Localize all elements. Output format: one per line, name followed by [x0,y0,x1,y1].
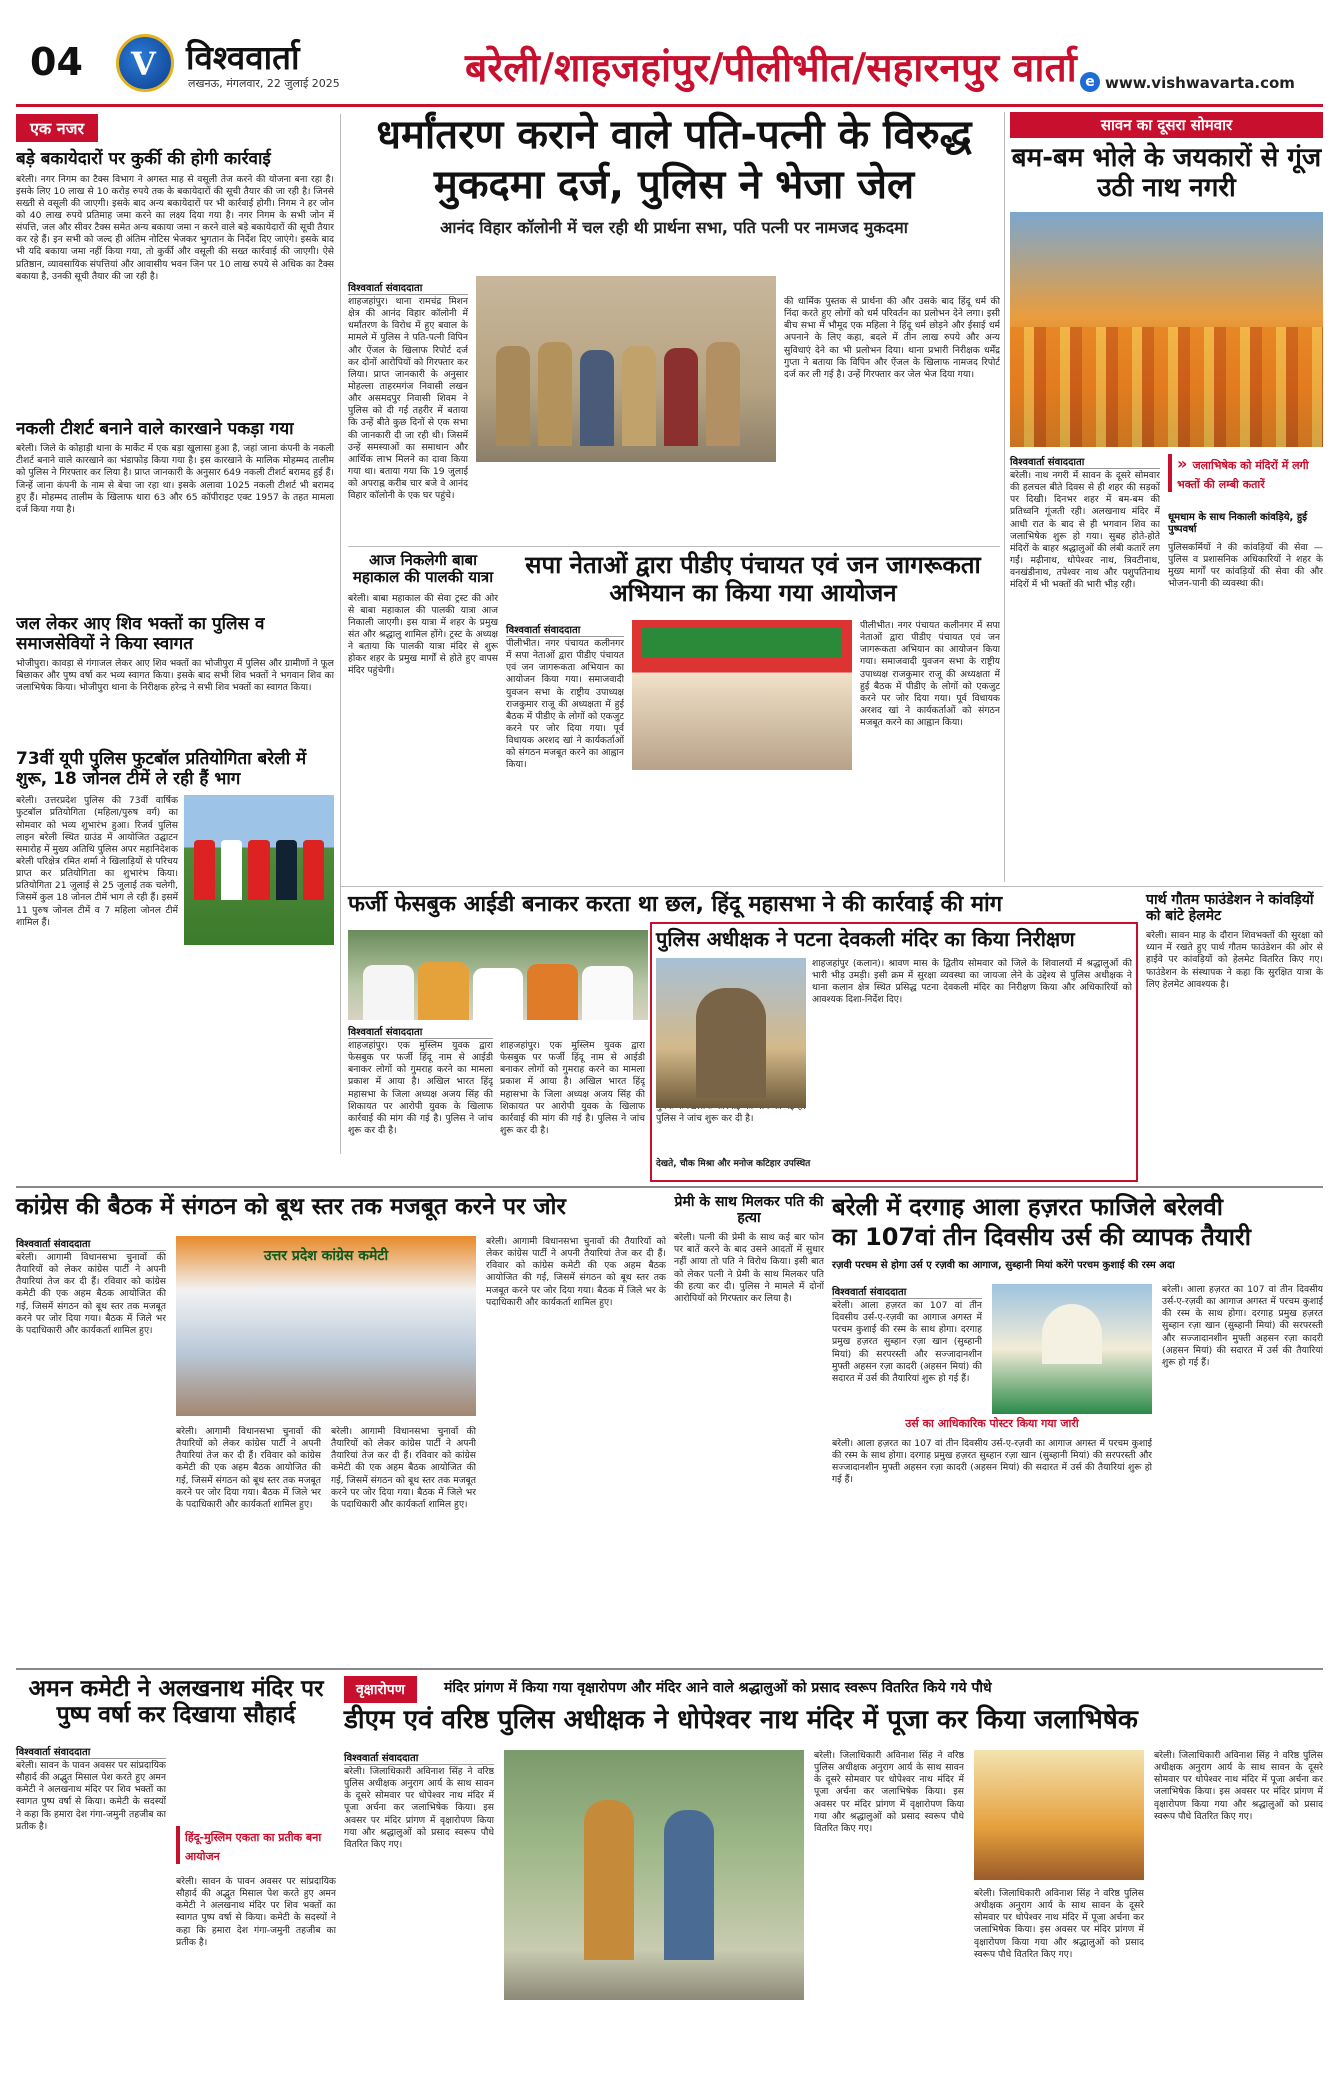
savan-byline: विश्ववार्ता संवाददाता [1010,454,1160,469]
urs-headline-2: का 107वां तीन दिवसीय उर्स की व्यापक तैयारी [832,1222,1251,1251]
football-photo [184,795,334,945]
fake-id-text-cont-2: पुलिस ने जांच शुरू कर दी है। [656,1112,754,1124]
vriksha-text-cont: बरेली। जिलाधिकारी अविनाश सिंह ने वरिष्ठ पुलिस अधीक्षक अनुराग आर्य के साथ सावन के दूसरे सोमवार पर धोपेश्वर नाथ मंदिर में पूजा अर्चना कर जलाभिषेक किया। इस अवसर पर मंदिर प्रांगण में वृक्षारोपण किया गया और श्रद्धालुओं को प्रसाद स्वरूप पौधे वितरित किए गए। [814,1750,964,1834]
vriksha-byline: विश्ववार्ता संवाददाता [344,1750,494,1765]
edition-title: बरेली/शाहजहांपुर/पीलीभीत/सहारनपुर वार्ता [465,46,1077,91]
urs-text-2: बरेली। आला हज़रत का 107 वां तीन दिवसीय उर्स-ए-रज़वी का आगाज अगस्त में परचम कुशाई की रस्म के साथ होगा। दरगाह प्रमुख हज़रत सुब्हान रज़ा खान (सुब्हानी मियां) की सरपरस्ती और सज्जादानशीन मुफ्ती अहसन रज़ा कादरी (अहसन मियां) की सदारत में उर्स की तैयारियां शुरू हो गई हैं। [832,1438,1152,1486]
savan-text-2: पुलिसकर्मियों ने की कांवड़ियों की सेवा — पुलिस व प्रशासनिक अधिकारियों ने शहर के मुख्य मार्गों पर कांवड़ियों की सेवा की और भोजन-पानी की व्यवस्था की। [1168,542,1323,590]
fake-id-text-cont: शाहजहांपुर। एक मुस्लिम युवक द्वारा फेसबुक पर फर्जी हिंदू नाम से आईडी बनाकर लोगों को गुमराह करने का मामला प्रकाश में आया है। अखिल भारत हिंदू महासभा के जिला अध्यक्ष अजय सिंह की शिकायत पर आरोपी युवक के खिलाफ कार्रवाई की मांग की गई है। पुलिस ने जांच शुरू कर दी है। [500,1040,645,1136]
masthead-rule [16,104,1323,107]
urs-subhead: रज़वी परचम से होगा उर्स ए रज़वी का आगाज, सुब्हानी मियां करेंगे परचम कुशाई की रस्म अदा [832,1260,1175,1272]
congress-banner: उत्तर प्रदेश कांग्रेस कमेटी [263,1248,389,1264]
ek-nazar-text-2: बरेली। जिले के कोहाड़ी थाना के मार्केट में एक बड़ा खुलासा हुआ है, जहां जाना कंपनी के नकली टीशर्ट बनाने वाले कारखाने का भंडाफोड़ किया गया है। इस कारखाने के मालिक मोहम्मद तालीम को पुलिस ने गिरफ्तार कर लिया है। प्राप्त जानकारी के अनुसार 649 नकली टीशर्ट बरामद हुई हैं। जिन्हें जाना कंपनी के नाम से बेचा जा रहा था। इसके अलावा 1025 नकली टीशर्ट भी बरामद हुए हैं। मोहम्मद तालीम के खिलाफ धारा 63 और 65 कॉपीराइट एक्ट 1957 के तहत मामला दर्ज किया गया है। [16,443,334,515]
fake-id-photo [348,930,648,1020]
congress-text-cont-3: बरेली। आगामी विधानसभा चुनावों की तैयारियों को लेकर कांग्रेस पार्टी ने अपनी तैयारियां तेज कर दी हैं। रविवार को कांग्रेस कमेटी की एक अहम बैठक आयोजित की गई, जिसमें संगठन को बूथ स्तर तक मजबूत करने पर जोर दिया गया। बैठक में जिले भर के पदाधिकारी और कार्यकर्ता शामिल हुए। [486,1236,666,1308]
fake-id-headline: फर्जी फेसबुक आईडी बनाकर करता था छल, हिंदू महासभा ने की कार्रवाई की मांग [348,892,1003,917]
congress-headline: कांग्रेस की बैठक में संगठन को बूथ स्तर तक मजबूत करने पर जोर [16,1194,566,1220]
ek-nazar-text-4: बरेली। उत्तरप्रदेश पुलिस की 73वीं वार्षिक फुटबॉल प्रतियोगिता (महिला/पुरुष वर्ग) का सोमवार को भव्य शुभारंभ हुआ। रिजर्व पुलिस लाइन बरेली स्थित ग्राउंड में आयोजित उद्घाटन समारोह में मुख्य अतिथि पुलिस अपर महानिदेशक बरेली परिक्षेत्र रमित शर्मा ने खिलाड़ियों से परिचय प्राप्त कर प्रतियोगिता का शुभारंभ किया। प्रतियोगिता 21 जुलाई से 25 जुलाई तक चलेगी, जिसमें कुल 18 जोनल टीमें भाग ले रही हैं। इसमें 11 पुरुष जोनल टीमें व 7 महिला जोनल टीमें शामिल हैं। [16,795,178,928]
website-url[interactable]: www.vishwavarta.com [1105,74,1295,92]
parth-text: बरेली। सावन माह के दौरान शिवभक्तों की सुरक्षा को ध्यान में रखते हुए पार्थ गौतम फाउंडेशन की ओर से हाईवे पर कांवड़ियों को हेलमेट वितरित किए गए। फाउंडेशन के संस्थापक ने कहा कि सुरक्षित यात्रा के लिए हेलमेट आवश्यक है। [1146,930,1323,990]
vriksha-label: वृक्षारोपण [344,1676,417,1703]
ek-nazar-column [16,114,334,1154]
sapa-story [506,552,1000,882]
congress-meeting-photo [176,1236,476,1416]
ek-nazar-headline-4: 73वीं यूपी पुलिस फुटबॉल प्रतियोगिता बरेली में शुरू, 18 जोनल टीमें ले रही हैं भाग [16,749,307,789]
vriksha-story [344,1676,1323,2076]
urs-pull: उर्स का आधिकारिक पोस्टर किया गया जारी [905,1417,1079,1430]
quote-icon: » [1177,454,1188,473]
aman-byline: विश्ववार्ता संवाददाता [16,1744,166,1759]
page-number: 04 [30,40,83,84]
vriksha-strap: मंदिर प्रांगण में किया गया वृक्षारोपण और मंदिर आने वाले श्रद्धालुओं को प्रसाद स्वरूप वितरित किये गये पौधे [444,1680,992,1696]
lead-headline-line-1: धर्मांतरण कराने वाले पति-पत्नी के विरुद्ध [376,112,972,158]
lead-subhead: आनंद विहार कॉलोनी में चल रही थी प्रार्थना सभा, पति पत्नी पर नामजद मुकदमा [440,218,908,237]
aman-pull: हिंदू-मुस्लिम एकता का प्रतीक बना आयोजन [176,1826,336,1864]
urs-byline: विश्ववार्ता संवाददाता [832,1284,982,1299]
vriksha-photo [504,1750,804,2000]
parth-headline: पार्थ गौतम फाउंडेशन ने कांवड़ियों को बांटे हेलमेट [1146,892,1314,925]
urs-story [832,1194,1323,1664]
premi-headline: प्रेमी के साथ मिलकर पति की हत्या [674,1194,824,1227]
premi-text: बरेली। पत्नी की प्रेमी के साथ कई बार फोन पर बातें करने के बाद उसने आदतों में सुधार नहीं आया तो पति ने विरोध किया। इसी बात को लेकर पत्नी ने प्रेमी के साथ मिलकर पति की हत्या कर दी। पुलिस ने मामले में दोनों आरोपियों को गिरफ्तार कर लिया है। [674,1232,824,1304]
savan-label: सावन का दूसरा सोमवार [1010,112,1323,138]
lead-headline-line-2: मुकदमा दर्ज, पुलिस ने भेजा जेल [433,162,915,208]
patna-devkali-story [650,922,1138,1182]
congress-byline: विश्ववार्ता संवाददाता [16,1236,166,1251]
patna-devkali-caption: देखते, चौक मिश्रा और मनोज कटिहार उपस्थित [656,1159,811,1169]
congress-text-cont-2: बरेली। आगामी विधानसभा चुनावों की तैयारियों को लेकर कांग्रेस पार्टी ने अपनी तैयारियां तेज कर दी हैं। रविवार को कांग्रेस कमेटी की एक अहम बैठक आयोजित की गई, जिसमें संगठन को बूथ स्तर तक मजबूत करने पर जोर दिया गया। बैठक में जिले भर के पदाधिकारी और कार्यकर्ता शामिल हुए। [331,1426,476,1510]
vriksha-text-cont-3: बरेली। जिलाधिकारी अविनाश सिंह ने वरिष्ठ पुलिस अधीक्षक अनुराग आर्य के साथ सावन के दूसरे सोमवार पर धोपेश्वर नाथ मंदिर में पूजा अर्चना कर जलाभिषेक किया। इस अवसर पर मंदिर प्रांगण में वृक्षारोपण किया गया और श्रद्धालुओं को प्रसाद स्वरूप पौधे वितरित किए गए। [1154,1750,1323,1822]
lead-byline: विश्ववार्ता संवाददाता [348,280,468,295]
aman-headline: अमन कमेटी ने अलखनाथ मंदिर पर पुष्प वर्षा कर दिखाया सौहार्द [28,1676,324,1729]
savan-text: बरेली। नाथ नगरी में सावन के दूसरे सोमवार की हलचल बीते दिवस से ही शहर की सड़कों पर दिखी। दिनभर शहर में बम-बम की प्रतिध्वनि गूंजती रही। अलखनाथ मंदिर में आधी रात के बाद से ही भगवान शिव का जलाभिषेक शुरू हो गया। सुबह होते-होते मंदिरों के बाहर श्रद्धालुओं की लंबी कतारें लग गईं। मढ़ीनाथ, धोपेश्वर नाथ, त्रिवटीनाथ, वनखंडीनाथ, तपेश्वर नाथ और पशुपतिनाथ मंदिरों में भी भक्तों की भारी भीड़ रही। [1010,470,1160,591]
patna-devkali-photo [656,958,806,1108]
lead-police-photo [476,276,776,462]
patna-devkali-headline: पुलिस अधीक्षक ने पटना देवकली मंदिर का किया निरीक्षण [656,927,1075,951]
brand-logo-icon: V [116,34,174,92]
savan-crowd-photo [1010,212,1323,447]
aman-text-cont: बरेली। सावन के पावन अवसर पर सांप्रदायिक सौहार्द की अद्भुत मिसाल पेश करते हुए अमन कमेटी ने अलखनाथ मंदिर पर शिव भक्तों का स्वागत पुष्प वर्षा से किया। कमेटी के सदस्यों ने कहा कि हमारा देश गंगा-जमुनी तहजीब का प्रतीक है। [176,1876,336,1948]
savan-subhead: धूमधाम के साथ निकाली कांवड़िये, हुई पुष्पवर्षा [1168,512,1308,535]
masthead [0,0,1339,100]
aman-text: बरेली। सावन के पावन अवसर पर सांप्रदायिक सौहार्द की अद्भुत मिसाल पेश करते हुए अमन कमेटी ने अलखनाथ मंदिर पर शिव भक्तों का स्वागत पुष्प वर्षा से किया। कमेटी के सदस्यों ने कहा कि हमारा देश गंगा-जमुनी तहजीब का प्रतीक है। [16,1760,166,1832]
patna-devkali-text: शाहजहांपुर (कलान)। श्रावण मास के द्वितीय सोमवार को जिले के शिवालयों में श्रद्धालुओं की भारी भीड़ उमड़ी। इसी क्रम में सुरक्षा व्यवस्था का जायजा लेने के उद्देश्य से पुलिस अधीक्षक ने थाना कलान क्षेत्र स्थित प्रसिद्ध पटना देवकली मंदिर का निरीक्षण किया और अधिकारियों को आवश्यक दिशा-निर्देश दिए। [812,958,1132,1006]
ek-nazar-headline-3: जल लेकर आए शिव भक्तों का पुलिस व समाजसेवियों ने किया स्वागत [16,614,265,654]
dateline: लखनऊ, मंगलवार, 22 जुलाई 2025 [188,77,340,90]
fake-id-text: शाहजहांपुर। एक मुस्लिम युवक द्वारा फेसबुक पर फर्जी हिंदू नाम से आईडी बनाकर लोगों को गुमराह करने का मामला प्रकाश में आया है। अखिल भारत हिंदू महासभा के जिला अध्यक्ष अजय सिंह की शिकायत पर आरोपी युवक के खिलाफ कार्रवाई की मांग की गई है। पुलिस ने जांच शुरू कर दी है। [348,1040,493,1136]
ek-nazar-label: एक नजर [16,114,98,142]
sapa-headline: सपा नेताओं द्वारा पीडीए पंचायत एवं जन जागरूकता अभियान का किया गया आयोजन [525,551,981,607]
aman-story [16,1676,336,2076]
lead-text-2: की धार्मिक पुस्तक से प्रार्थना की और उसके बाद हिंदू धर्म की निंदा करते हुए लोगों को धर्म परिवर्तन का प्रलोभन देने लगा। इसी बीच सभा में भौमूद एक महिला ने हिंदू धर्म छोड़ने और ईसाई धर्म अपनाने के लिए कहा, बदले में तीन लाख रुपये और अन्य सुविधाएं देने का भी प्रलोभन दिया। थाना प्रभारी निरीक्षक धर्मेंद्र गुप्ता ने बताया कि विपिन और ऐंजल के खिलाफ नामजद रिपोर्ट दर्ज कर ली गई है। उन्हें गिरफ्तार कर जेल भेज दिया गया। [784,296,1000,380]
ek-nazar-text-3: भोजीपुरा। कावड़ा से गंगाजल लेकर आए शिव भक्तों का भोजीपुरा में पुलिस और ग्रामीणों ने फूल बिछाकर और पुष्प वर्षा कर भव्य स्वागत किया। इसके बाद सभी शिव भक्तों ने भगवान शिव का जलाभिषेक किया। भोजीपुरा थाना के निरीक्षक हरेन्द्र ने सभी शिव भक्तों का स्वागत किया। [16,658,334,694]
premi-story [674,1194,824,1664]
sapa-text: पीलीभीत। नगर पंचायत कलीनगर में सपा नेताओं द्वारा पीडीए पंचायत एवं जन जागरूकता अभियान का आयोजन किया गया। समाजवादी युवजन सभा के राष्ट्रीय उपाध्यक्ष राजकुमार राजू की अध्यक्षता में हुई बैठक में पीडीए के लोगों को एकजुट करने पर जोर दिया गया। पूर्व विधायक अरशद खां ने कार्यकर्ताओं को संगठन मजबूत करने का आह्वान किया। [506,638,624,771]
fake-id-byline: विश्ववार्ता संवाददाता [348,1024,493,1039]
urs-text-cont: बरेली। आला हज़रत का 107 वां तीन दिवसीय उर्स-ए-रज़वी का आगाज अगस्त में परचम कुशाई की रस्म के साथ होगा। दरगाह प्रमुख हज़रत सुब्हान रज़ा खान (सुब्हानी मियां) की सरपरस्ती और सज्जादानशीन मुफ्ती अहसन रज़ा कादरी (अहसन मियां) की सदारत में उर्स की तैयारियां शुरू हो गई हैं। [1162,1284,1323,1368]
savan-story [1010,112,1323,882]
mahakal-story [348,552,498,882]
ek-nazar-text-1: बरेली। नगर निगम का टैक्स विभाग ने अगस्त माह से वसूली तेज करने की योजना बना रहा है। इसके लिए 10 लाख से 10 करोड़ रुपये तक के बकायेदारों की सूची तैयार की जा रही है। जिनसे सख्ती से वसूली की जाएगी। इसके बाद अन्य बकायेदारों पर भी कार्रवाई होगी। निगम ने हर जोन को 40 लाख रुपये प्रतिमाह जमा करने का लक्ष्य दिया गया है। नगर निगम के सभी जोन में संपत्ति, जल और सीवर टैक्स समेत अन्य बकाया जमा न करने वाले बड़े बकायेदारों की सूची तैयार कर रहे हैं। इन सभी को जल्द ही अंतिम नोटिस भेजकर भुगतान के निर्देश दिए जाएंगे। इसके बाद भी यदि बकाया जमा नहीं किया गया, तो कुर्की और वसूली की सख्त कार्रवाई की जाएगी। ऐसे प्रतिष्ठान, व्यावसायिक संपत्तियां और आवासीय भवन जिन पर 10 लाख रुपये से अधिक का टैक्स बकाया है, उनकी सूची तैयार की जा रही है। [16,173,334,282]
urs-text: बरेली। आला हज़रत का 107 वां तीन दिवसीय उर्स-ए-रज़वी का आगाज अगस्त में परचम कुशाई की रस्म के साथ होगा। दरगाह प्रमुख हज़रत सुब्हान रज़ा खान (सुब्हानी मियां) की सरपरस्ती और सज्जादानशीन मुफ्ती अहसन रज़ा कादरी (अहसन मियां) की सदारत में उर्स की तैयारियां शुरू हो गई हैं। [832,1300,982,1384]
savan-pull-quote: » जलाभिषेक को मंदिरों में लगी भक्तों की लम्बी कतारें [1168,454,1323,492]
brand-name: विश्ववार्ता [186,38,300,77]
vriksha-text: बरेली। जिलाधिकारी अविनाश सिंह ने वरिष्ठ पुलिस अधीक्षक अनुराग आर्य के साथ सावन के दूसरे सोमवार पर धोपेश्वर नाथ मंदिर में पूजा अर्चना कर जलाभिषेक किया। इस अवसर पर मंदिर प्रांगण में वृक्षारोपण किया गया और श्रद्धालुओं को प्रसाद स्वरूप पौधे वितरित किए गए। [344,1766,494,1850]
website-icon: e [1080,72,1100,92]
sapa-byline: विश्ववार्ता संवाददाता [506,622,624,637]
vriksha-headline: डीएम एवं वरिष्ठ पुलिस अधीक्षक ने धोपेश्वर नाथ मंदिर में पूजा कर किया जलाभिषेक [344,1705,1138,1735]
urs-headline-1: बरेली में दरगाह आला हज़रत फाजिले बरेलवी [832,1193,1223,1221]
lead-story [348,112,1000,542]
sapa-text-cont: पीलीभीत। नगर पंचायत कलीनगर में सपा नेताओं द्वारा पीडीए पंचायत एवं जन जागरूकता अभियान का आयोजन किया गया। समाजवादी युवजन सभा के राष्ट्रीय उपाध्यक्ष राजकुमार राजू की अध्यक्षता में हुई बैठक में पीडीए के लोगों को एकजुट करने पर जोर दिया गया। पूर्व विधायक अरशद खां ने कार्यकर्ताओं को संगठन मजबूत करने का आह्वान किया। [860,620,1000,729]
congress-text-cont: बरेली। आगामी विधानसभा चुनावों की तैयारियों को लेकर कांग्रेस पार्टी ने अपनी तैयारियां तेज कर दी हैं। रविवार को कांग्रेस कमेटी की एक अहम बैठक आयोजित की गई, जिसमें संगठन को बूथ स्तर तक मजबूत करने पर जोर दिया गया। बैठक में जिले भर के पदाधिकारी और कार्यकर्ता शामिल हुए। [176,1426,321,1510]
ek-nazar-headline-2: नकली टीशर्ट बनाने वाले कारखाने पकड़ा गया [16,418,294,439]
mahakal-headline: आज निकलेगी बाबा महाकाल की पालकी यात्रा [352,551,494,587]
mahakal-text: बरेली। बाबा महाकाल की सेवा ट्रस्ट की ओर से बाबा महाकाल की पालकी यात्रा आज निकाली जाएगी। इस यात्रा में शहर के प्रमुख संत और श्रद्धालु शामिल होंगे। ट्रस्ट के अध्यक्ष ने बताया कि पालकी यात्रा मंदिर से शुरू होकर शहर के प्रमुख मार्गों से होते हुए वापस मंदिर पहुंचेगी। [348,592,498,677]
sapa-meeting-photo [632,620,852,770]
lead-text-1: शाहजहांपुर। थाना रामचंद्र मिशन क्षेत्र की आनंद विहार कॉलोनी में धर्मांतरण के विरोध में हुए बवाल के मामले में पुलिस ने पति-पत्नी विपिन और ऐंजल के खिलाफ रिपोर्ट दर्ज कर दोनों आरोपियों को गिरफ्तार कर लिया। प्राप्त जानकारी के अनुसार मोहल्ला ताहरमगंज निवासी लखन और असमदपुर निवासी शिवम ने पुलिस को दी गई तहरीर में बताया कि उन्हें बीते कुछ दिनों से एक सभा की जानकारी दी जा रही थी। जिसमें उन्हें समस्याओं का समाधान और आर्थिक लाभ मिलने का दावा किया गया था। बताया गया कि 19 जुलाई को अपराह्न करीब चार बजे वे आनंद विहार कॉलोनी के एक घर पहुंचे। [348,296,468,502]
urs-dargah-photo [992,1284,1152,1414]
congress-story [16,1194,666,1664]
vriksha-pooja-photo [974,1750,1144,1880]
savan-headline: बम-बम भोले के जयकारों से गूंज उठी नाथ नगरी [1011,143,1322,203]
ek-nazar-headline-1: बड़े बकायेदारों पर कुर्की की होगी कार्रवाई [16,149,271,169]
vriksha-text-cont-2: बरेली। जिलाधिकारी अविनाश सिंह ने वरिष्ठ पुलिस अधीक्षक अनुराग आर्य के साथ सावन के दूसरे सोमवार पर धोपेश्वर नाथ मंदिर में पूजा अर्चना कर जलाभिषेक किया। इस अवसर पर मंदिर प्रांगण में वृक्षारोपण किया गया और श्रद्धालुओं को प्रसाद स्वरूप पौधे वितरित किए गए। [974,1888,1144,1960]
congress-text: बरेली। आगामी विधानसभा चुनावों की तैयारियों को लेकर कांग्रेस पार्टी ने अपनी तैयारियां तेज कर दी हैं। रविवार को कांग्रेस कमेटी की एक अहम बैठक आयोजित की गई, जिसमें संगठन को बूथ स्तर तक मजबूत करने पर जोर दिया गया। बैठक में जिले भर के पदाधिकारी और कार्यकर्ता शामिल हुए। [16,1252,166,1336]
parth-story [1146,892,1323,1182]
